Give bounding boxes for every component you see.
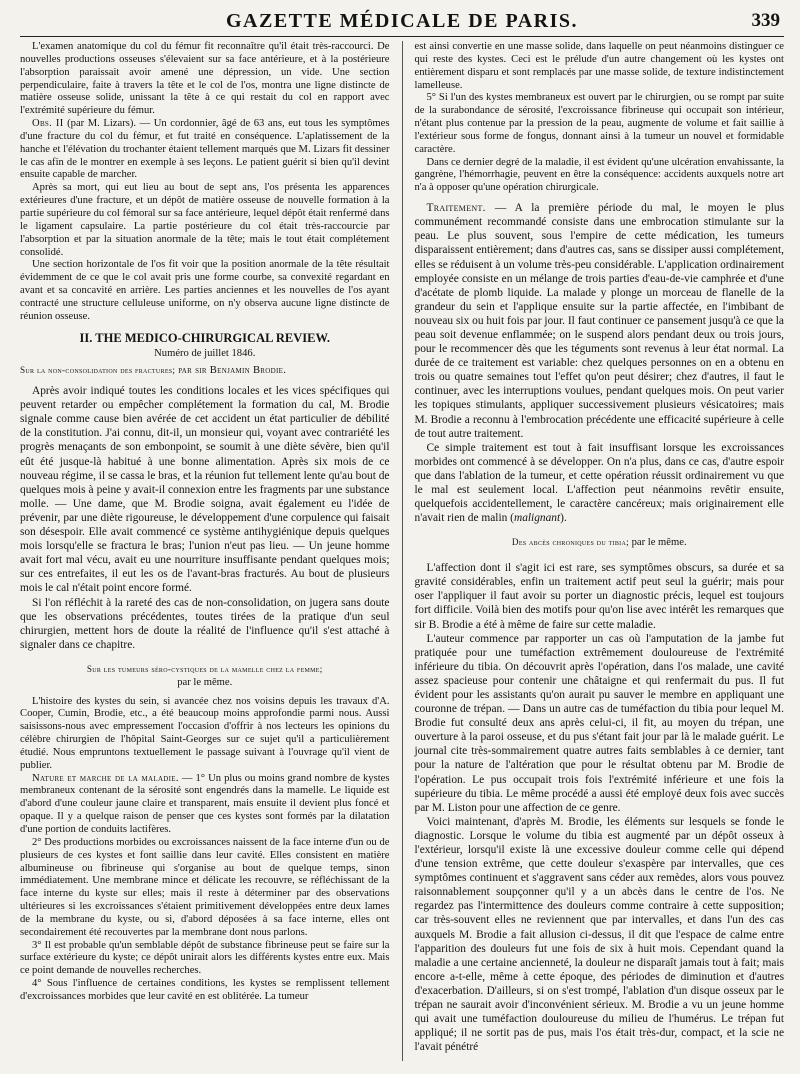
spacer: [415, 525, 785, 536]
italic-term: malignant: [513, 512, 561, 525]
right-column: [402, 41, 785, 1061]
left-column: [20, 41, 402, 1061]
observation-author: (par M. Lizars).: [67, 118, 137, 130]
paragraph: Voici maintenant, d'après M. Brodie, les éléments sur lesquels se fonde le diagnostic. Lorsque le volume du tibia est augmenté par un dépôt osseux à l'extérieur, lorsqu'il existe là une excessive douleur comme celle qui dépend d'une tension extrême, que cette douleur s'exaspère par intervalles, que ces symptômes continuent et s'aggravent sans céder aux remèdes, alors vous pouvez raisonnablement soupçonner qu'il y a un abcès dans le centre de l'os. Ne regardez pas l'intermittence des douleurs comme contraire à cette supposition; car très-souvent elles ne reviennent que par intervalles, et dans l'un des cas auxquels M. Brodie a fait allusion ci-dessus, il dit que l'espace de calme entre l'apparition des douleurs fut une fois de six à huit mois. Cependant quand la maladie a une certaine ancienneté, la douleur ne disparaît jamais tout à fait; mais encore a-t-elle, même à cette époque, des périodes de diminution et d'autres d'exacerbation. D'ailleurs, si on s'est trompé, l'ablation d'un disque osseux par le trépan ne saurait avoir d'inconvénient sérieux. M. Brodie a vu un jeune homme qui avait une tuméfaction douloureuse du milieu de l'humérus. Le trépan fut appliqué; il ne sortit pas de pus, mais l'os était très-dur, compact, et la scie ne l'avait pénétré: [414, 815, 784, 1054]
paragraph-text: — 1° Un plus ou moins grand nombre de kystes membraneux contenant de la sérosité sont engendrés dans la mamelle. Le liquide est d'abord d'une couleur jaune claire et transparent, mais ensuite il devient plus foncé et opaque. Il y a quelque raison de penser que ces kystes sont formés par la dilatation d'une portion de conduits lactifères.: [20, 772, 390, 835]
paragraph-text: ).: [560, 512, 567, 525]
paragraph-text: — Un cordonnier, âgé de 63 ans, eut tous les symptômes d'une fracture du col du fémur, et fut traité en conséquence. L'aplatissement de la hanche et l'élévation du trochanter étaient tellement marqués que M. Lizars fit dessiner le cas afin de le montrer en exemple à ses leçons. Le patient guérit si bien qu'il devint ensuite capable de marcher.: [20, 118, 390, 181]
article-title: Sur les tumeurs séro-cystiques de la mamelle chez la femme;: [86, 663, 323, 674]
journal-title: GAZETTE MÉDICALE DE PARIS.: [225, 10, 579, 32]
article-author: par sir Benjamin Brodie.: [175, 365, 287, 377]
paragraph: [20, 773, 390, 837]
article-author: par le même.: [628, 537, 687, 549]
paragraph: Dans ce dernier degré de la maladie, il est évident qu'une ulcération envahissante, la gangrène, l'hémorrhagie, peuvent en être la conséquence: accidents auxquels notre art n'a à opposer qu'une opération chirurgicale.: [414, 156, 784, 194]
observation-label: Obs. II: [32, 118, 64, 130]
subsection-label: Traitement.: [426, 202, 486, 215]
article-heading: [20, 663, 390, 690]
paragraph-text: — A la première période du mal, le moyen le plus communément recommandé consiste dans une embrocation stimulante sur la peau. Le plus souvent, sous l'empire de cette médication, les tumeurs disparaissent entièrement; dans d'autres cas, sans se dissiper aussi complétement, elles se réduisent à un volume très-peu considérable. L'application ordinairement employée consiste en un mélange de trois parties d'eau-de-vie camphrée et d'une d'acétate de plomb liquide. La malade y plonge un morceau de flanelle de la grandeur du sein et l'applique ensuite sur la partie affectée, en l'imbibant de nouveau six ou huit fois par jour. Il faut continuer ce pansement jusqu'à ce que la peau soit devenue enflammée; on le suspend alors pendant deux ou trois jours, pour le recommencer dès que les téguments sont revenus à leur état normal. La durée de ce traitement est variable: chez quelques personnes on en a obtenu en trois ou quatre semaines tout l'effet qu'on peut désirer; chez d'autres, il faut le continuer, avec les interruptions voulues, pendant quelques mois. On peut varier les topiques stimulants, appliquer successivement plusieurs vésicatoires; mais M. Brodie a reconnu à l'embrocation précédente une efficacité supérieure à celle de tout autre traitement.: [414, 202, 784, 440]
paragraph: 5° Si l'un des kystes membraneux est ouvert par le chirurgien, ou se rompt par suite de la surabondance de sérosité, l'excroissance fibrineuse qui occupait son intérieur, n'étant plus contenue par la pression de la peau, augmente de volume et fait saillie à l'extérieur sous forme de fongus, donnant ainsi à la tumeur un nouvel et formidable caractère.: [414, 92, 784, 155]
article-author: par le même.: [177, 676, 233, 688]
header-rule: [20, 36, 784, 37]
paragraph: L'auteur commence par rapporter un cas où l'amputation de la jambe fut pratiquée pour une tuméfaction extrêmement douloureuse de l'extrémité inférieure du tibia. On découvrit après l'opération, dans l'os malade, une cavité assez spacieuse pour contenir une châtaigne et qui renfermait du pus. Il fut évident pour les assistants qu'on aurait pu sauver le membre en appliquant une couronne de trépan. — Dans un autre cas de tuméfaction du tibia pour lequel M. Brodie fut consulté deux ans après celui-ci, il fit, au moyen du trépan, une ouverture à la paroi osseuse, et du pus s'étant fait jour par là le malade guérit. Le journal cite très-sommairement quatre autres faits semblables à ce dernier, tant pour la nature de l'altération que pour le résultat obtenu par M. Brodie de l'opération. Le pus occupait trois fois l'extrémité inférieure et une fois la supérieure du tibia. Le même procédé a aussi été employé deux fois avec succès par M. Liston pour une affection de ce genre.: [414, 632, 784, 814]
article-body: [415, 201, 785, 525]
subsection-label: Nature et marche de la maladie.: [32, 772, 179, 784]
article-body: [415, 561, 785, 1054]
section-title: II. THE MEDICO-CHIRURGICAL REVIEW.: [79, 330, 330, 345]
page-number: 339: [751, 10, 780, 31]
paragraph: L'affection dont il s'agit ici est rare, ses symptômes obscurs, sa durée et sa gravité considérables, enfin un traitement actif peut seul la guérir; mais pour oser l'appliquer il faut avoir su porter un diagnostic précis, lequel est toujours fort difficile. Voilà bien des motifs pour qu'on lise avec intérêt les remarques que sir B. Brodie a été à même de faire sur cette maladie.: [414, 562, 784, 631]
spacer: [415, 550, 785, 561]
paragraph: est ainsi convertie en une masse solide, dans laquelle on peut néanmoins distinguer ce qui reste des kystes. Ceci est le prélude d'un autre changement où les kystes ont entièrement disparu et sont remplacés par une masse solide, de texture indistinctement lamelleuse.: [414, 41, 784, 91]
spacer: [20, 652, 390, 663]
paragraph: [415, 201, 785, 441]
paragraph-text: Ce simple traitement est tout à fait insuffisant lorsque les excroissances morbides ont commencé à se développer. On n'a plus, dans ce cas, d'autre espoir que dans l'ablation de la tumeur, et cette opération réussit ordinairement vu que le mal est seulement local. L'affection peut néanmoins revêtir ensuite, quelquefois accidentellement, le caractère cancéreux; mais originairement elle n'avait rien de malin (: [414, 441, 784, 525]
page-header: [20, 8, 784, 34]
article-heading: [415, 536, 785, 550]
two-column-body: [20, 41, 784, 1061]
paragraph: [20, 118, 390, 182]
paragraph: 2° Des productions morbides ou excroissances naissent de la face interne d'un ou de plusieurs de ces kystes et font saillie dans leur cavité. Elles consistent en matière albumineuse ou fibrineuse qui s'organise au bout de quelque temps, sinon immédiatement. Une membrane mince et délicate les recouvre, se réfléchissant de la face interne du kyste sur elles; mais il reste à déterminer par des observations ultérieures si les excroissances s'étaient primitivement développées entre deux lames de la membrane du kyste, ou si, d'abord déposées à sa face interne, elles ont secondairement été recouvertes par la membrane dont nous parlons.: [20, 836, 390, 938]
paragraph: 3° Il est probable qu'un semblable dépôt de substance fibrineuse peut se faire sur la surface extérieure du kyste; ce dépôt unirait alors les différents kystes entre eux. Mais ce point demande de nouvelles recherches.: [20, 939, 390, 977]
paragraph: L'histoire des kystes du sein, si avancée chez nos voisins depuis les travaux d'A. Cooper, Cumin, Brodie, etc., a été beaucoup moins approfondie parmi nous. Aussi saisissons-nous avec empressement l'occasion d'offrir à nos lecteurs les opinions du célèbre chirurgien de l'hôpital Saint-Georges sur ce sujet qu'il a particulièrement étudié. Nous empruntons textuellement le passage suivant à l'ouvrage qu'il vient de publier.: [20, 695, 390, 771]
article-body: [20, 384, 390, 652]
paragraph: [415, 441, 785, 526]
paragraph: Une section horizontale de l'os fit voir que la position anormale de la tête résultait évidemment de ce que le col avait pris une forme courbe, sa convexité regardant en avant et sa concavité en arrière. Les parties anciennes et les nouvelles de l'os ayant contracté une structure celluleuse uniforme, on n'y observa aucune ligne distincte de réunion osseuse.: [20, 259, 390, 322]
article-title: Des abcès chroniques du tibia;: [511, 537, 629, 548]
paragraph: L'examen anatomique du col du fémur fit reconnaître qu'il était très-raccourci. De nouvelles productions osseuses s'élevaient sur sa face antérieure, et à la postérieure l'absorption paraissait avoir amené une dépression, un vide. Une section perpendiculaire, faite à travers la tête et le col de l'os, montra une ligne distincte de matière osseuse solide, unissant la tête à ce qui restait du col en rapport avec l'extrémité supérieure du fémur.: [20, 41, 390, 117]
issue-date: Numéro de juillet 1846.: [154, 348, 256, 360]
article-heading: [20, 364, 390, 378]
paragraph: 4° Sous l'influence de certaines conditions, les kystes se remplissent tellement d'excroissances morbides que leur cavité en est oblitérée. La tumeur: [20, 978, 390, 1002]
article-title: Sur la non-consolidation des fractures;: [20, 365, 176, 376]
paragraph: Après avoir indiqué toutes les conditions locales et les vices spécifiques qui peuvent retarder ou empêcher complétement la formation du cal, M. Brodie signale comme cause bien avérée de cet accident un état particulier de débilité de la constitution. J'ai connu, dit-il, un monsieur qui, voyant avec contrariété les progrès menaçants de son embonpoint, se soumit à une diète sévère, bien qu'il eût été jusque-là habitué à une bonne alimentation. Après six mois de ce nouveau régime, il se cassa le bras, et la réunion fut tellement lente qu'au bout de quelques mois à peine y avait-il connexion entre les fragments par une substance molle. — Une dame, que M. Brodie soigna, avait également eu l'idée de prévenir, par une diète rigoureuse, le développement d'une corpulence qui faisait son désespoir. Elle avait commencé ce système antihygiénique depuis quelques mois lorsqu'elle se fractura le bras; l'union n'eut pas lieu. — Un jeune homme avait fort mal vécu, avait eu une nourriture insuffisante pendant quelques mois; sur ces entrefaites, il eut les os de l'avant-bras fracturés. Au bout de plusieurs mois le cal n'était point encore formé.: [20, 385, 390, 595]
paragraph: Après sa mort, qui eut lieu au bout de sept ans, l'os présenta les apparences extérieures d'une fracture, et un dépôt de matière osseuse de nouvelle formation à la partie supérieure du col fémoral sur sa face antérieure, lequel dépôt était renfermé dans le ligament capsulaire. La partie postérieure du col était très-raccourcie par l'absorption et par la situation anormale de la tête; mais le tout était complétement consolidé.: [20, 182, 390, 258]
paragraph: Si l'on réfléchit à la rareté des cas de non-consolidation, on jugera sans doute que les observations précédentes, toutes tirées de la pratique d'un seul chirurgien, mettent hors de doute la réalité de l'influence qu'il s'est attaché à signaler dans ce chapitre.: [20, 596, 390, 651]
